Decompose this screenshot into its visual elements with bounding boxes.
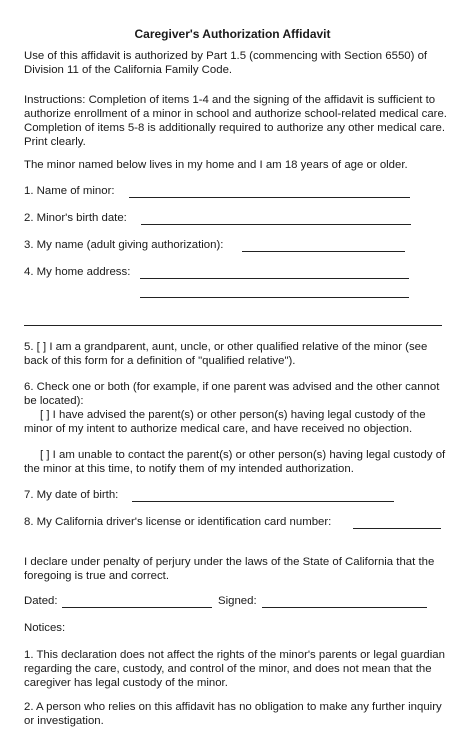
my-name-line[interactable]: [242, 251, 405, 252]
notices-heading-row: [24, 621, 454, 637]
birth-date-line[interactable]: [141, 224, 411, 225]
notice-2-paragraph: 2. A person who relies on this affidavit has no obligation to make any further inquiry or investigation.: [24, 701, 442, 727]
minor-statement: The minor named below lives in my home and I am 18 years of age or older.: [24, 159, 408, 171]
signed-label: Signed:: [218, 595, 257, 607]
field-label-my-date-of-birth: 7. My date of birth:: [24, 489, 119, 501]
home-address-line-1[interactable]: [140, 278, 409, 279]
item-6b-paragraph: [ ] I am unable to contact the parent(s) or other person(s) having legal custody of the minor at this time, to notify them of my intended authorization.: [24, 449, 446, 475]
home-address-line-2[interactable]: [140, 297, 409, 298]
dated-label: Dated:: [24, 595, 58, 607]
section-divider: [24, 325, 442, 326]
instructions-paragraph: Instructions: Completion of items 1-4 and the signing of the affidavit is sufficient to authorize enrollment of a minor in school and authorize school-related medical care. Completion of items 5-8 is additionally required to authorize any other medical care. Print clearly.: [24, 94, 447, 148]
declaration-paragraph: I declare under penalty of perjury under the laws of the State of California that the foregoing is true and correct.: [24, 556, 435, 582]
date-of-birth-line[interactable]: [132, 501, 394, 502]
name-of-minor-line[interactable]: [129, 197, 410, 198]
notices-heading: Notices:: [24, 622, 66, 634]
item-6a-paragraph: [ ] I have advised the parent(s) or other person(s) having legal custody of the minor of my intent to authorize medical care, and have received no objection.: [24, 409, 426, 435]
signed-line[interactable]: [262, 607, 427, 608]
license-number-line[interactable]: [353, 528, 441, 529]
item-5-paragraph: 5. [ ] I am a grandparent, aunt, uncle, or other qualified relative of the minor (see back of this form for a definition of "qualified relative").: [24, 341, 428, 367]
intro-paragraph: Use of this affidavit is authorized by Part 1.5 (commencing with Section 6550) of Division 11 of the California Family Code.: [24, 50, 428, 76]
item-6-paragraph: 6. Check one or both (for example, if one parent was advised and the other cannot be located):: [24, 381, 440, 407]
field-label-name-of-minor: 1. Name of minor:: [24, 185, 115, 197]
page-title: Caregiver's Authorization Affidavit: [134, 27, 331, 41]
field-label-my-name: 3. My name (adult giving authorization):: [24, 239, 224, 251]
field-label-birth-date: 2. Minor's birth date:: [24, 212, 127, 224]
field-label-license-number: 8. My California driver's license or identification card number:: [24, 516, 332, 528]
dated-line[interactable]: [62, 607, 212, 608]
notice-1-paragraph: 1. This declaration does not affect the rights of the minor's parents or legal guardian regarding the care, custody, and control of the minor, and does not mean that the caregiver has legal custody of the minor.: [24, 649, 445, 689]
field-label-home-address: 4. My home address:: [24, 266, 131, 278]
